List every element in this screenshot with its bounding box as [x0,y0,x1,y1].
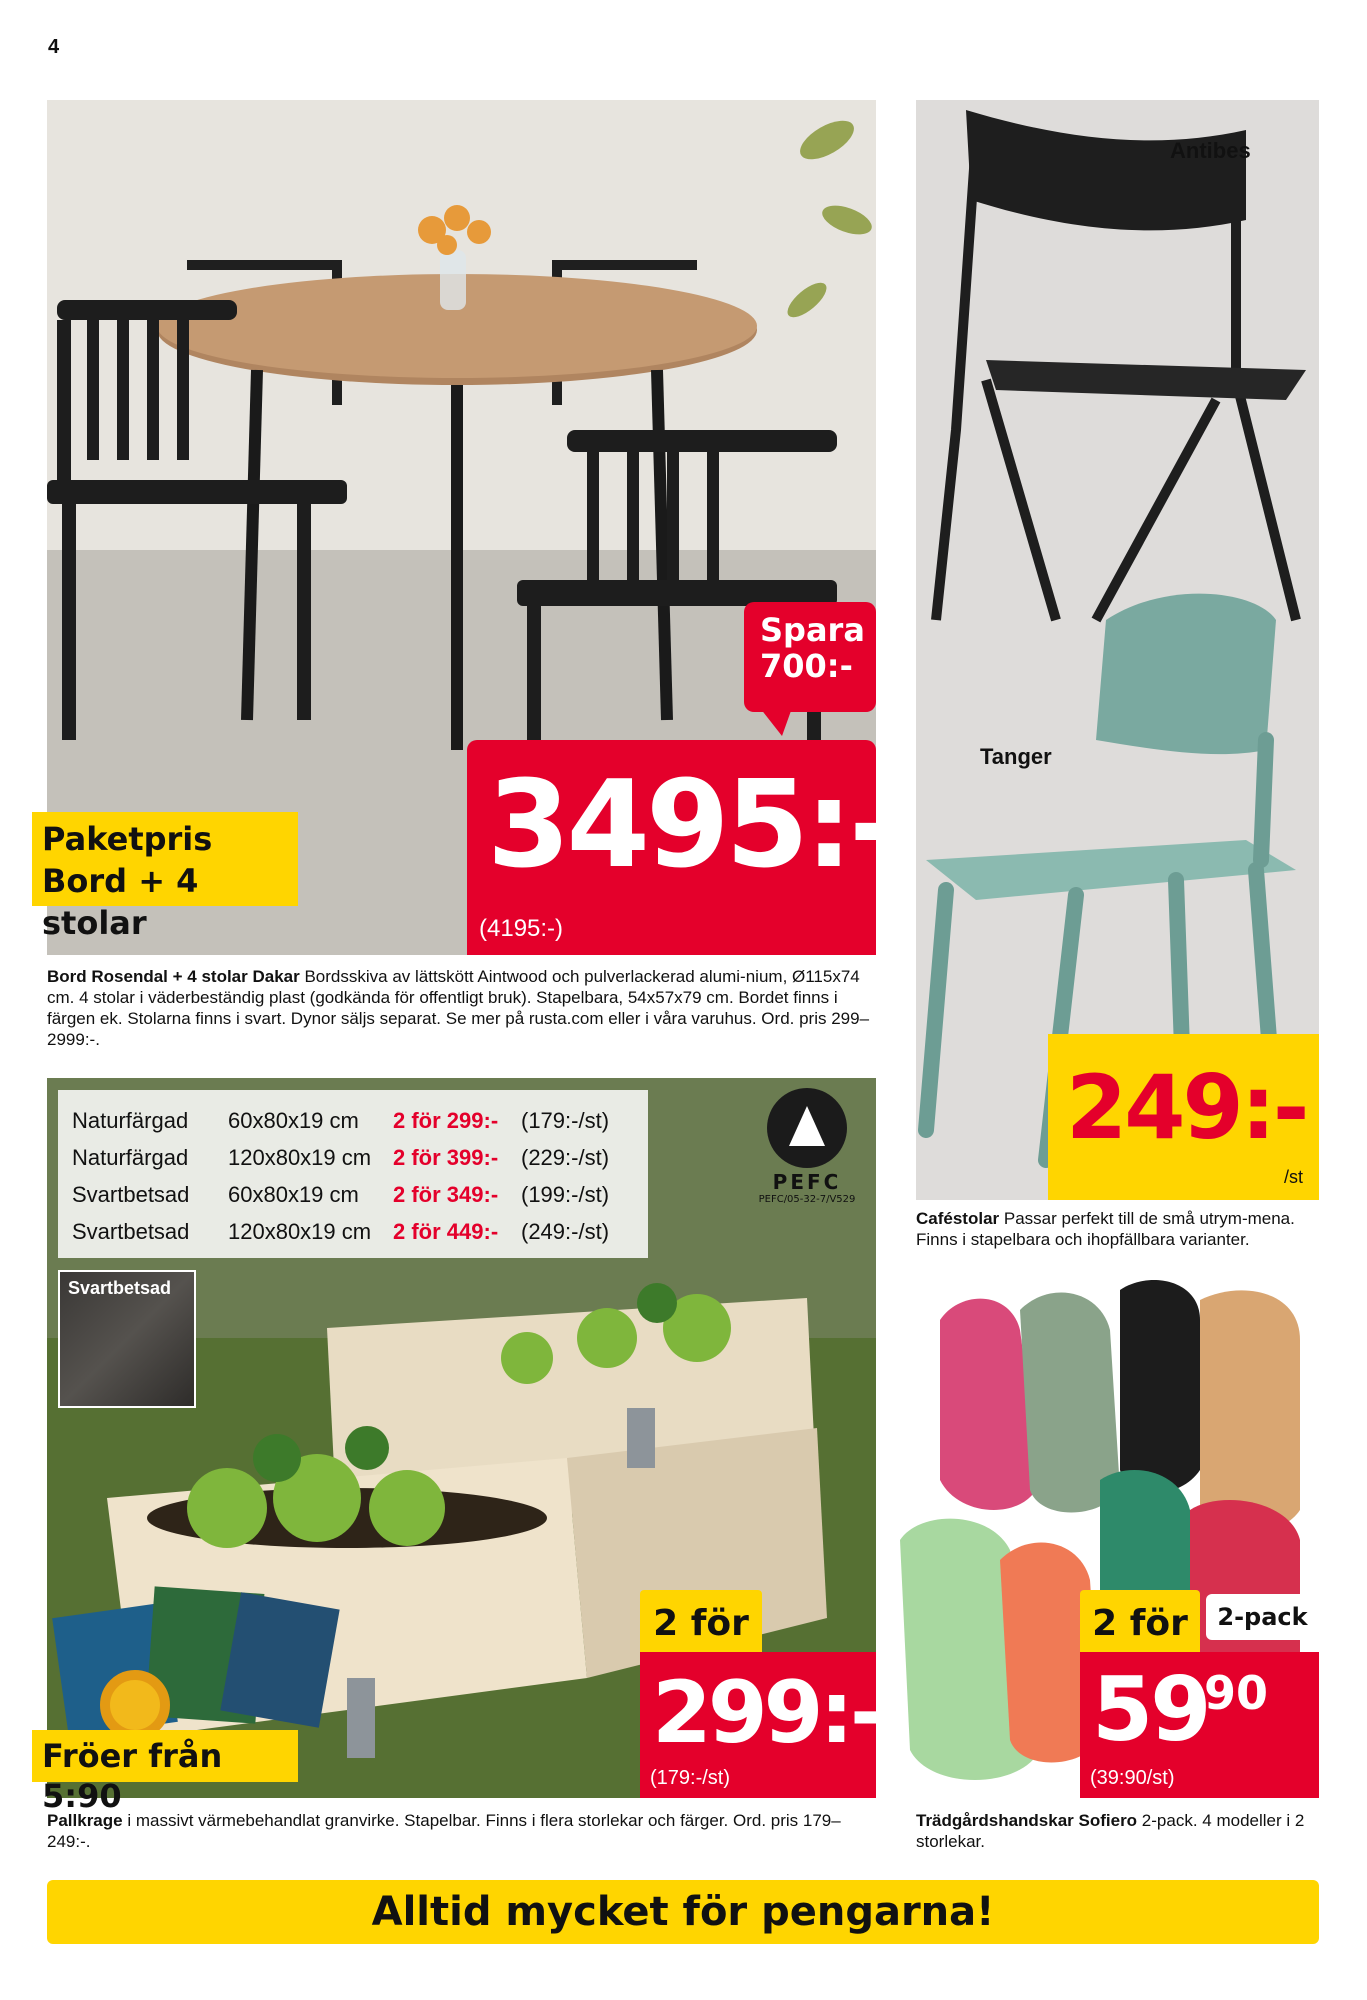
row-color: Svartbetsad [72,1218,190,1244]
gloves-price-main: 59 [1092,1658,1209,1761]
gloves-deal-label-text: 2 för [1092,1603,1188,1644]
chair-caption-title: Caféstolar [916,1209,1000,1228]
row-color: Naturfärgad [72,1144,189,1170]
bed-price: 299:- [652,1663,882,1763]
gloves-pack-label-text: 2-pack [1217,1603,1308,1631]
price-table-row [72,1102,636,1139]
row-unit: (179:-/st) [521,1107,610,1133]
row-unit: (229:-/st) [521,1144,610,1170]
bed-deal-label-text: 2 för [653,1603,749,1644]
package-tag [32,812,298,942]
row-size: 60x80x19 cm [228,1181,359,1207]
package-tag-line1: Paketpris [42,820,213,858]
bed-price-box [640,1652,882,1798]
gloves-unit-price: (39:90/st) [1090,1767,1175,1789]
page-number: 4 [48,36,60,58]
bed-deal-label [640,1590,762,1658]
chair-caption-text: Passar perfekt till de små utrym-mena. Finns i stapelbara och ihopfällbara varianter. [916,1209,1295,1249]
bed-unit-price: (179:-/st) [650,1767,731,1789]
seeds-tag [32,1730,298,1815]
chair-caption [916,1208,1319,1250]
row-deal: 2 för 449:- [393,1218,499,1244]
swatch-svartbetsad [58,1270,196,1408]
row-size: 120x80x19 cm [228,1144,372,1170]
pefc-logo [752,1088,862,1218]
gloves-caption-title: Trädgårdshandskar Sofiero [916,1811,1138,1830]
save-badge-line2: 700:- [760,647,853,685]
save-badge [744,602,876,712]
chair-price: 249:- [1066,1056,1307,1159]
gloves-price-box [1080,1652,1319,1798]
save-badge-pointer [760,708,792,736]
table-caption-text: Bordsskiva av lättskött Aintwood och pulverlackerad alumi-nium, Ø115x74 cm. 4 stolar i väderbeständig plast (godkända för offentligt bruk). Stapelbara, 54x57x79 cm. Bordet finns i färgen ek. Stolarna finns i svart. Dynor säljs separat. Se mer på rusta.com eller i våra varuhus. Ord. pris 299–2999:-. [47,967,870,1049]
gloves-deal-label [1080,1590,1200,1658]
pefc-logo-text: PEFC [772,1170,842,1194]
row-color: Svartbetsad [72,1181,190,1207]
row-size: 60x80x19 cm [228,1107,359,1133]
row-deal: 2 för 299:- [393,1107,499,1133]
bottom-banner [47,1880,1319,1944]
chair-label-tanger: Tanger [980,744,1052,769]
table-price-box [467,740,895,955]
table-original-price: (4195:-) [479,915,564,942]
seed-packets-image [60,1580,340,1730]
row-unit: (199:-/st) [521,1181,610,1207]
row-deal: 2 för 349:- [393,1181,499,1207]
table-price: 3495:- [487,756,895,895]
gloves-pack-label [1206,1594,1319,1640]
bed-caption-title: Pallkrage [47,1811,123,1830]
chair-label-antibes: Antibes [1170,138,1251,163]
row-color: Naturfärgad [72,1107,189,1133]
save-badge-line1: Spara [760,611,865,649]
price-table-row [72,1176,636,1213]
price-table-row [72,1213,636,1250]
pefc-code: PEFC/05-32-7/V529 [758,1194,856,1205]
bottom-banner-text: Alltid mycket för pengarna! [371,1889,995,1935]
row-unit: (249:-/st) [521,1218,610,1244]
gloves-caption-text: 2-pack. 4 modeller i 2 storlekar. [916,1811,1305,1851]
chair-price-box [1048,1034,1319,1200]
bed-caption [47,1810,876,1852]
raised-bed-price-table [58,1090,648,1258]
price-table-row [72,1139,636,1176]
table-caption-title: Bord Rosendal + 4 stolar Dakar [47,967,300,986]
swatch-label: Svartbetsad [68,1278,172,1298]
seeds-tag-text: Fröer från 5:90 [42,1737,223,1815]
gloves-caption [916,1810,1319,1852]
row-deal: 2 för 399:- [393,1144,499,1170]
package-tag-line2: Bord + 4 stolar [42,862,199,942]
gloves-price-cents: 90 [1204,1666,1269,1720]
chair-price-unit: /st [1283,1167,1303,1187]
row-size: 120x80x19 cm [228,1218,372,1244]
bed-caption-text: i massivt värmebehandlat granvirke. Stapelbar. Finns i flera storlekar och färger. Ord. pris 179–249:-. [47,1811,841,1851]
table-caption [47,966,876,1050]
tree-icon [767,1088,847,1168]
